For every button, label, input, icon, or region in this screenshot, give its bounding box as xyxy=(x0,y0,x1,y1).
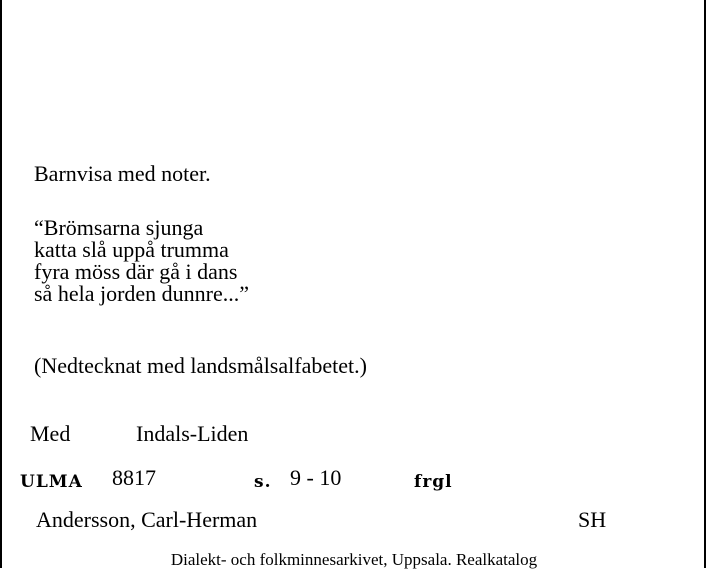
verse-line-2: katta slå uppå trumma xyxy=(34,237,229,262)
verse-line-4: så hela jorden dunnre...” xyxy=(34,281,250,306)
notation-note: (Nedtecknat med landsmålsalfabetet.) xyxy=(34,353,367,378)
description: Barnvisa med noter. xyxy=(34,161,211,186)
verse-line-3: fyra möss där gå i dans xyxy=(34,259,238,284)
card-left-border xyxy=(0,0,2,568)
page-prefix: s. xyxy=(254,472,272,492)
type-code: frgl xyxy=(414,472,453,492)
archive-footer: Dialekt- och folkminnesarkivet, Uppsala. Realkatalog xyxy=(170,550,538,569)
verse-line-1: “Brömsarna sjunga xyxy=(34,215,204,240)
archive-number: 8817 xyxy=(112,465,156,490)
card-right-border xyxy=(704,0,706,568)
parish: Indals-Liden xyxy=(136,421,249,446)
pages: 9 - 10 xyxy=(290,465,342,490)
archive-code: ULMA xyxy=(20,472,83,492)
province: Med xyxy=(30,421,71,446)
collector-name: Andersson, Carl-Herman xyxy=(36,507,258,532)
initials: SH xyxy=(578,507,607,532)
